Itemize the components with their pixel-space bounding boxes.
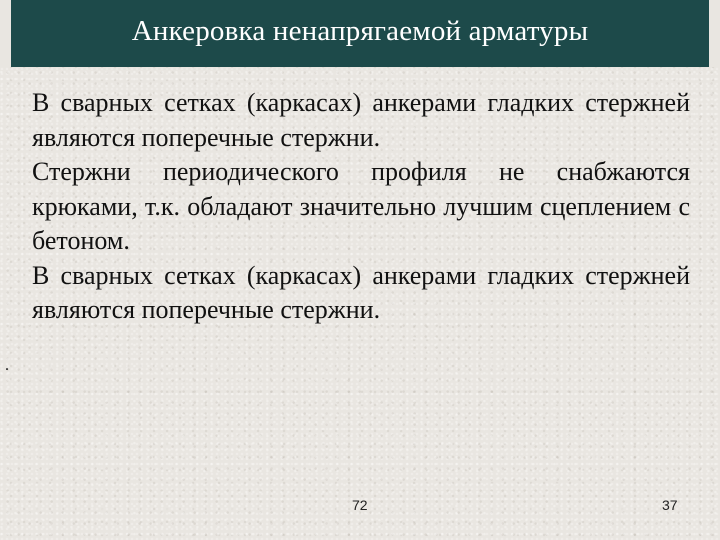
slide-body — [32, 86, 690, 328]
footer-center-number: 72 — [352, 497, 368, 513]
paragraph-1: В сварных сетках (каркасах) анкерами гладких стержней являются поперечные стержни. — [32, 88, 690, 152]
paragraph-2: Стержни периодического профиля не снабжаются крюками, т.к. обладают значительно лучшим сцеплением с бетоном. — [32, 157, 690, 255]
title-bar — [0, 0, 720, 67]
paragraph-3: В сварных сетках (каркасах) анкерами гладких стержней являются поперечные стержни. — [32, 260, 690, 324]
stray-mark: . — [5, 357, 9, 374]
slide-title: Анкеровка ненапрягаемой арматуры — [131, 15, 589, 47]
slide-number: 37 — [662, 497, 678, 513]
